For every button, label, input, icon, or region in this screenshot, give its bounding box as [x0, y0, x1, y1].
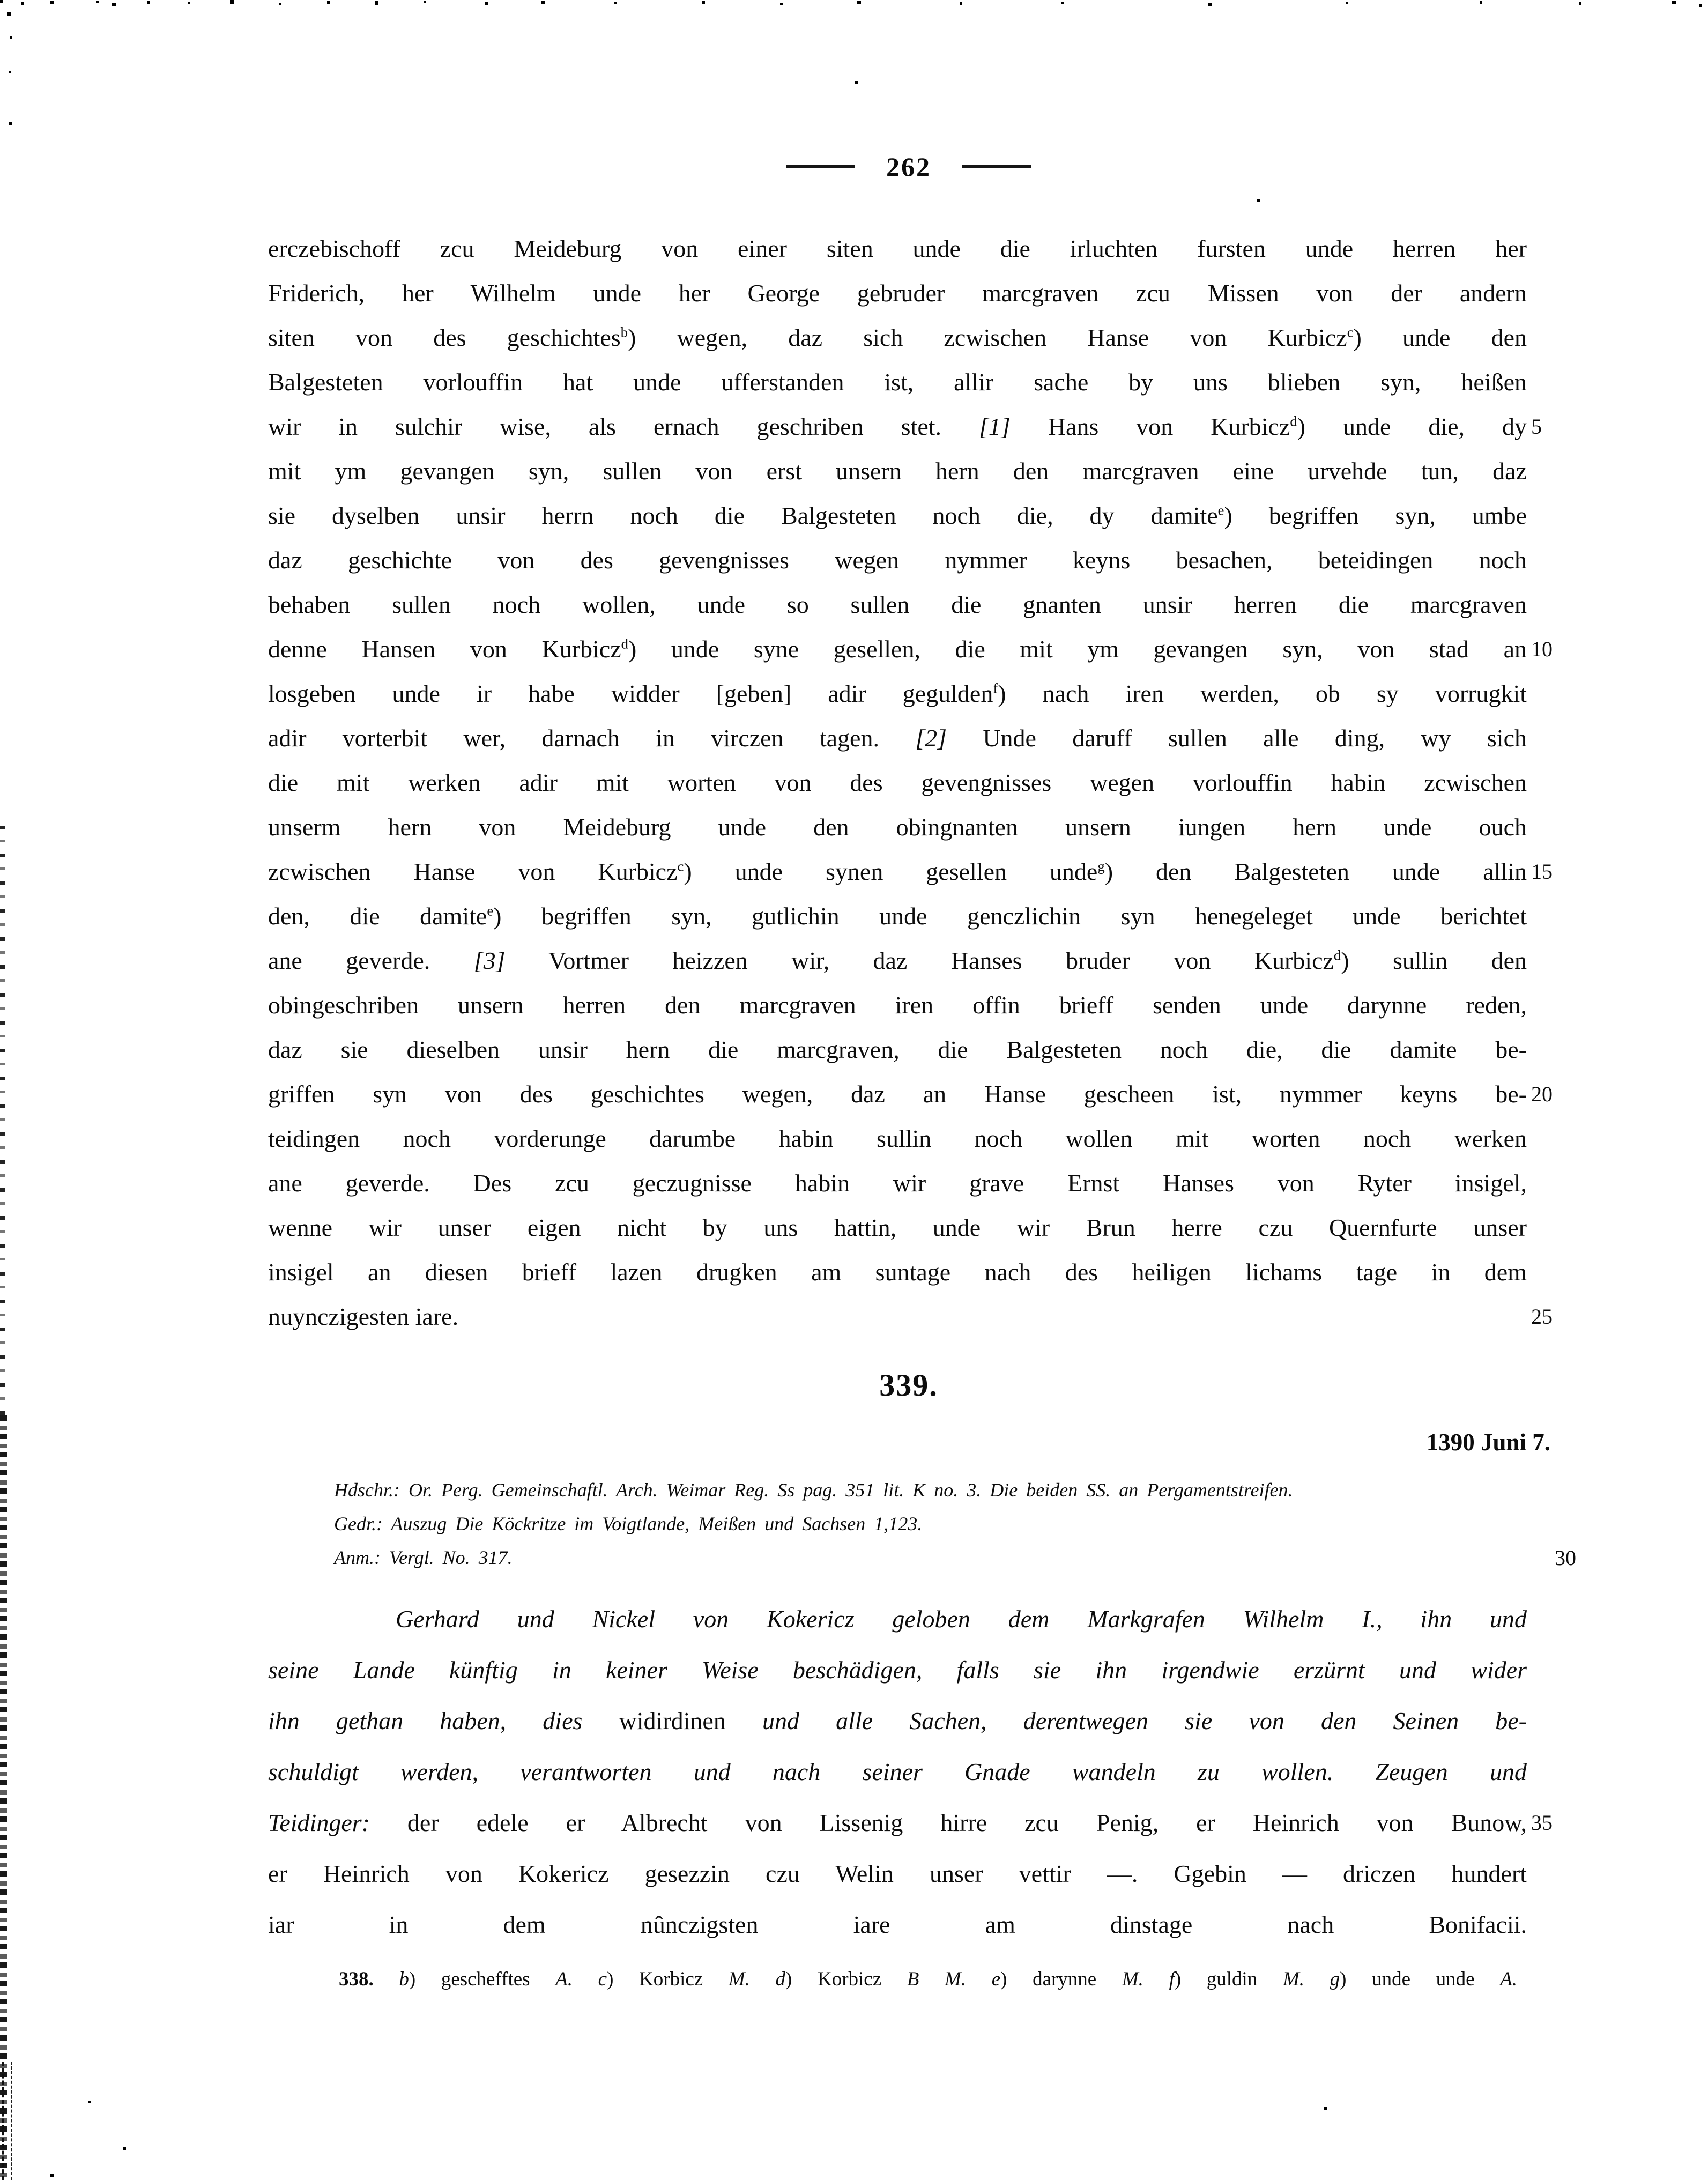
text-line: adir vorterbit wer, darnach in virczen tagen. [2] Unde daruff sullen alle ding, wy sich: [268, 724, 1527, 752]
text-line: ihn gethan haben, dies widirdinen und alle Sachen, derentwegen sie von den Seinen be-: [268, 1707, 1527, 1734]
text-line: sie dyselben unsir herrn noch die Balgesteten noch die, dy damite$^e$) begriffen syn, umbe: [268, 502, 1527, 529]
text-line: zcwischen Hanse von Kurbicz$^c$) unde synen gesellen unde$^g$) den Balgesteten unde allin 15: [268, 849, 1527, 894]
text-line: wenne wir unser eigen nicht by uns hattin, unde wir Brun herre czu Quernfurte unser: [268, 1214, 1527, 1241]
scan-gutter-noise-upper: [0, 826, 5, 1415]
scan-gutter-noise-lower: [0, 1415, 7, 2180]
text-line: daz geschichte von des gevengnisses wegen nymmer keyns besachen, beteidingen noch: [268, 546, 1527, 574]
margin-line-number: 20: [1531, 1082, 1553, 1106]
text-line: wir in sulchir wise, als ernach geschriben stet. [1] Hans von Kurbicz$^d$) unde die, dy 5: [268, 404, 1527, 449]
text-line: Hdschr.: Or. Perg. Gemeinschaftl. Arch. Weimar Reg. Ss pag. 351 lit. K no. 3. Die beiden SS. an Pergamentstreifen.: [334, 1479, 1293, 1501]
text-line: seine Lande künftig in keiner Weise beschädigen, falls sie ihn irgendwie erzürnt und wider: [268, 1656, 1527, 1684]
margin-line-number: 25: [1531, 1304, 1553, 1329]
text-line: denne Hansen von Kurbicz$^d$) unde syne gesellen, die mit ym gevangen syn, von stad an 10: [268, 627, 1527, 671]
text-line: er Heinrich von Kokericz gesezzin czu Welin unser vettir —. Ggebin — driczen hundert: [268, 1860, 1527, 1887]
running-head: [268, 151, 1549, 182]
text-line: Teidinger: der edele er Albrecht von Lissenig hirre zcu Penig, er Heinrich von Bunow, 35: [268, 1797, 1527, 1848]
margin-line-number: 30: [1555, 1546, 1576, 1570]
margin-line-number: 10: [1531, 637, 1553, 661]
scan-edge-line-1: [2, 2062, 4, 2180]
head-rule-right: [962, 165, 1031, 168]
text-line: schuldigt werden, verantworten und nach seiner Gnade wandeln zu wollen. Zeugen und: [268, 1758, 1527, 1785]
text-line: Balgesteten vorlouffin hat unde ufferstanden ist, allir sache by uns blieben syn, heißen: [268, 368, 1527, 396]
footnote-338-apparatus: [339, 1964, 1517, 1994]
page-number: 262: [886, 152, 931, 182]
scan-speckle-noise: [0, 0, 3, 3]
text-line: behaben sullen noch wollen, unde so sullen die gnanten unsir herren die marcgraven: [268, 591, 1527, 618]
margin-line-number: 35: [1531, 1811, 1553, 1835]
entry-339-heading: 339.: [879, 1368, 938, 1403]
text-line: die mit werken adir mit worten von des gevengnisses wegen vorlouffin habin zcwischen: [268, 769, 1527, 796]
text-line: daz sie dieselben unsir hern die marcgraven, die Balgesteten noch die, die damite be-: [268, 1036, 1527, 1063]
text-line: ane geverde. Des zcu geczugnisse habin wir grave Ernst Hanses von Ryter insigel,: [268, 1169, 1527, 1197]
text-line: erczebischoff zcu Meideburg von einer siten unde die irluchten fursten unde herren her: [268, 235, 1527, 262]
margin-line-number: 15: [1531, 859, 1553, 884]
text-line: obingeschriben unsern herren den marcgraven iren offin brieff senden unde darynne reden,: [268, 991, 1527, 1019]
entry-339-summary: [268, 1593, 1553, 1950]
text-line: Anm.: Vergl. No. 317. 30: [334, 1541, 1552, 1575]
text-line: den, die damite$^e$) begriffen syn, gutlichin unde genczlichin syn henegeleget unde berichtet: [268, 902, 1527, 930]
text-line: teidingen noch vorderunge darumbe habin sullin noch wollen mit worten noch werken: [268, 1125, 1527, 1152]
text-line: unserm hern von Meideburg unde den obingnanten unsern iungen hern unde ouch: [268, 813, 1527, 841]
text-line: Friderich, her Wilhelm unde her George gebruder marcgraven zcu Missen von der andern: [268, 279, 1527, 307]
text-line: nuynczigesten iare. 25: [268, 1294, 1527, 1339]
text-line: iar in dem nûnczigsten iare am dinstage nach Bonifacii.: [268, 1911, 1527, 1938]
text-line: insigel an diesen brieff lazen drugken am suntage nach des heiligen lichams tage in dem: [268, 1258, 1527, 1286]
margin-line-number: 5: [1531, 414, 1542, 439]
text-line: ane geverde. [3] Vortmer heizzen wir, daz Hanses bruder von Kurbicz$^d$) sullin den: [268, 947, 1527, 974]
head-rule-left: [786, 165, 855, 168]
scan-edge-line-2: [11, 2062, 12, 2180]
text-line: griffen syn von des geschichtes wegen, daz an Hanse gescheen ist, nymmer keyns be- 20: [268, 1072, 1527, 1116]
text-line: Gedr.: Auszug Die Köckritze im Voigtlande, Meißen und Sachsen 1,123.: [334, 1513, 923, 1534]
entry-339-metadata: [334, 1473, 1576, 1575]
text-line: 338. b) geschefftes A. c) Korbicz M. d) Korbicz B M. e) darynne M. f) guldin M. g) unde unde A.: [339, 1968, 1518, 1990]
entry-339-date: 1390 Juni 7.: [1426, 1429, 1550, 1456]
text-line: siten von des geschichtes$^b$) wegen, daz sich zcwischen Hanse von Kurbicz$^c$) unde den: [268, 324, 1527, 351]
entry-338-text: [268, 226, 1553, 1339]
text-line: losgeben unde ir habe widder [geben] adir gegulden$^f$) nach iren werden, ob sy vorrugkit: [268, 680, 1527, 707]
text-line: Gerhard und Nickel von Kokericz geloben dem Markgrafen Wilhelm I., ihn und: [396, 1605, 1527, 1633]
text-line: mit ym gevangen syn, sullen von erst unsern hern den marcgraven eine urvehde tun, daz: [268, 457, 1527, 485]
